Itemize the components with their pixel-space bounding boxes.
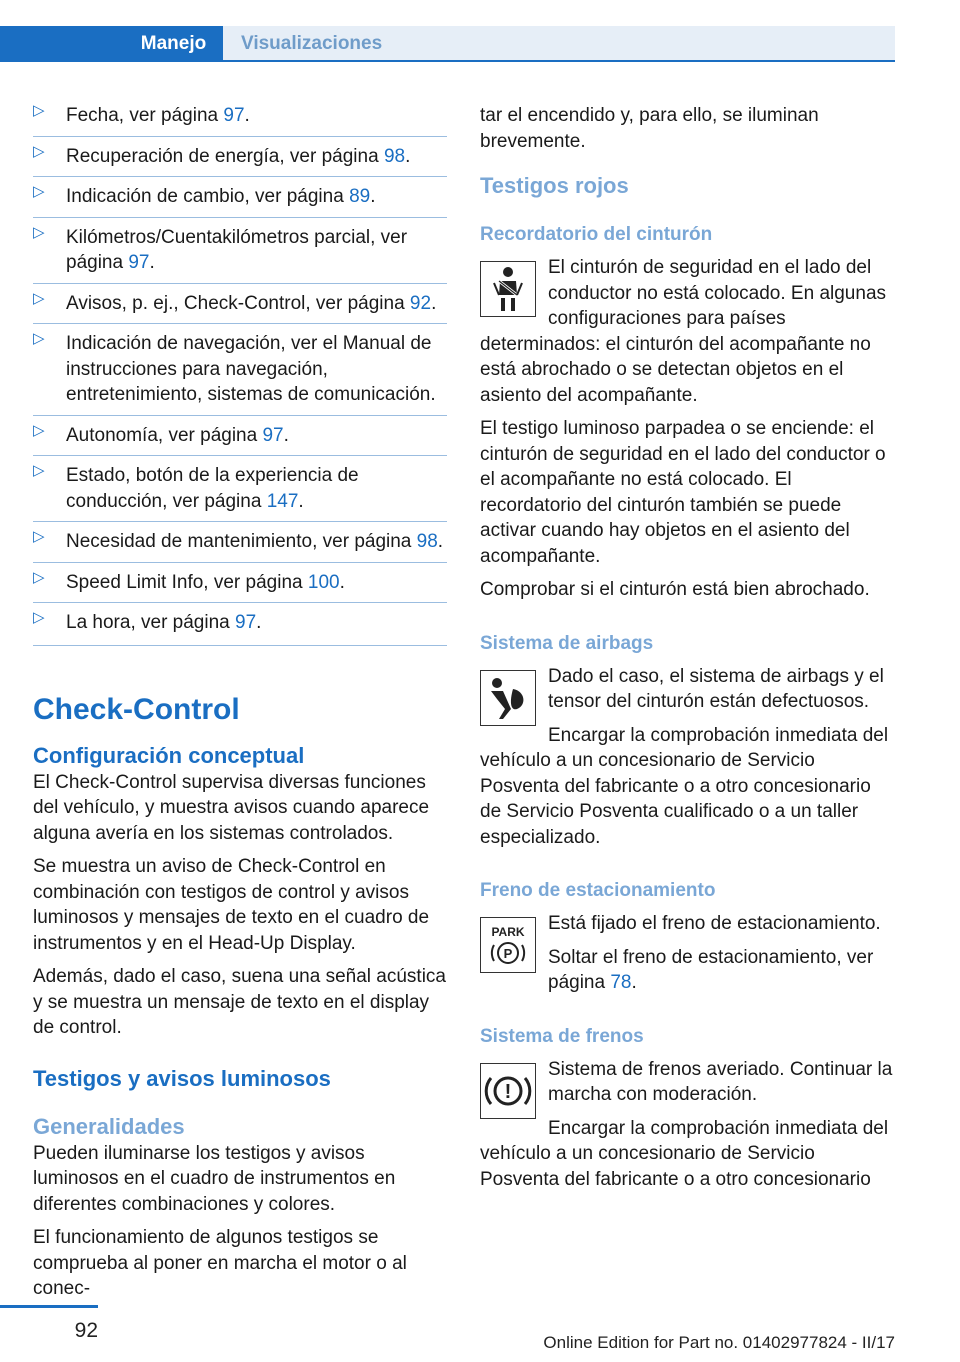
svg-text:!: ! — [504, 1080, 512, 1103]
triangle-bullet-icon: ▷ — [33, 462, 45, 479]
heading-generalidades: Generalidades — [33, 1113, 185, 1139]
heading-testigos: Testigos y avisos luminosos — [33, 1065, 331, 1091]
section-title-check-control: Check-Control — [33, 692, 240, 726]
page-link[interactable]: 100 — [307, 571, 340, 593]
svg-text:PARK: PARK — [491, 925, 525, 939]
list-item: ▷ Fecha, ver página 97. — [33, 96, 447, 129]
indicator-parking-brake — [480, 911, 895, 996]
paragraph: El cinturón de seguridad en el lado del conductor no está colocado. En algunas configuraciones para países determinados: el cinturón del acompañante no está abrochado o se detectan objetos en el asiento del acompañante. — [480, 257, 887, 406]
page-link[interactable]: 92 — [409, 292, 432, 314]
list-item: ▷ La hora, ver página 97. — [33, 602, 447, 636]
indicator-seatbelt — [480, 255, 895, 408]
triangle-bullet-icon: ▷ — [33, 142, 45, 160]
right-column — [480, 103, 895, 1200]
page-link[interactable]: 98 — [383, 145, 406, 167]
triangle-bullet-icon: ▷ — [33, 609, 45, 626]
list-item: ▷ Speed Limit Info, ver página 100. — [33, 562, 447, 596]
list-item: ▷ Indicación de navegación, ver el Manual de instrucciones para navegación, entretenimiento, sistemas de comunicación. — [33, 323, 447, 408]
paragraph: Soltar el freno de estacionamiento, ver página 78. — [548, 946, 874, 993]
paragraph: Sistema de frenos averiado. Continuar la marcha con moderación. — [548, 1058, 893, 1105]
paragraph: Comprobar si el cinturón está bien abrochado. — [480, 579, 870, 600]
seatbelt-warning-icon — [480, 261, 536, 317]
edition-note: Online Edition for Part no. 01402977824 - II/17 — [543, 1333, 895, 1352]
list-item: ▷ Recuperación de energía, ver página 98. — [33, 136, 447, 170]
list-item: ▷ Avisos, p. ej., Check-Control, ver página 92. — [33, 283, 447, 317]
paragraph: El Check-Control supervisa diversas funciones del vehículo, y muestra avisos cuando aparece alguna avería en los sistemas controlados. — [33, 771, 430, 844]
parking-brake-icon — [480, 917, 536, 973]
footer-rule — [0, 1305, 98, 1308]
heading-sistema-airbags: Sistema de airbags — [480, 632, 654, 654]
page-number: 92 — [74, 1319, 98, 1342]
paragraph: Se muestra un aviso de Check-Control en combinación con testigos de control y avisos luminosos y mensajes de texto en el cuadro de instrumentos y en el Head-Up Display. — [33, 856, 430, 954]
heading-configuracion: Configuración conceptual — [33, 742, 305, 768]
paragraph: El testigo luminoso parpadea o se enciende: el cinturón de seguridad en el lado del conductor o el acompañante no está colocado. El recordatorio del cinturón también se puede activar cuando hay objetos en el asiento del acompañante. — [480, 418, 886, 567]
airbag-warning-icon — [480, 670, 536, 726]
paragraph: Dado el caso, el sistema de airbags y el tensor del cinturón están defectuosos. — [548, 665, 884, 712]
triangle-bullet-icon: ▷ — [33, 330, 45, 347]
heading-recordatorio-cinturon: Recordatorio del cinturón — [480, 224, 713, 245]
indicator-airbag — [480, 664, 895, 715]
paragraph: Pueden iluminarse los testigos y avisos luminosos en el cuadro de instrumentos en diferentes combinaciones y colores. — [33, 1142, 396, 1215]
header-tab-visualizaciones[interactable]: Visualizaciones — [223, 26, 895, 61]
triangle-bullet-icon: ▷ — [33, 289, 45, 307]
heading-testigos-rojos: Testigos rojos — [480, 173, 629, 198]
header-tab-manejo[interactable]: Manejo — [124, 26, 223, 61]
paragraph: Además, dado el caso, suena una señal acústica y se muestra un mensaje de texto en el display de control. — [33, 966, 446, 1038]
triangle-bullet-icon: ▷ — [33, 102, 45, 119]
list-item: ▷ Estado, botón de la experiencia de conducción, ver página 147. — [33, 455, 447, 514]
left-column — [33, 96, 447, 1310]
page-link[interactable]: 147 — [266, 490, 299, 512]
list-item: ▷ Kilómetros/Cuentakilómetros parcial, ver página 97. — [33, 217, 447, 276]
paragraph: El funcionamiento de algunos testigos se comprueba al poner en marcha el motor o al conec- — [33, 1227, 407, 1299]
triangle-bullet-icon: ▷ — [33, 183, 45, 200]
header-rule — [0, 60, 895, 62]
header-accent-bar — [0, 26, 124, 61]
list-item: ▷ Autonomía, ver página 97. — [33, 415, 447, 449]
svg-text:P: P — [503, 946, 513, 961]
page-link[interactable]: 98 — [416, 531, 438, 552]
page-link[interactable]: 97 — [262, 424, 284, 446]
list-item: ▷ Indicación de cambio, ver página 89. — [33, 176, 447, 210]
heading-sistema-frenos: Sistema de frenos — [480, 1025, 644, 1047]
paragraph: Está fijado el freno de estacionamiento. — [548, 913, 881, 934]
paragraph: Encargar la comprobación inmediata del vehículo a un concesionario de Servicio Posventa del fabricante o a otro concesionario — [480, 1117, 889, 1190]
display-items-list — [33, 96, 447, 646]
paragraph: tar el encendido y, para ello, se iluminan brevemente. — [480, 105, 819, 152]
page-link[interactable]: 97 — [128, 252, 150, 273]
page-link[interactable]: 97 — [223, 105, 245, 126]
brake-warning-icon — [480, 1063, 536, 1119]
page-link[interactable]: 78 — [610, 972, 632, 993]
triangle-bullet-icon: ▷ — [33, 223, 45, 241]
triangle-bullet-icon: ▷ — [33, 568, 45, 586]
list-item: ▷ Necesidad de mantenimiento, ver página 98. — [33, 521, 447, 555]
triangle-bullet-icon: ▷ — [33, 421, 45, 439]
paragraph: Encargar la comprobación inmediata del vehículo a un concesionario de Servicio Posventa del fabricante o a otro concesionario de Servicio Posventa cualificado o a un taller especializado. — [480, 724, 889, 848]
page-header — [0, 0, 960, 62]
page-link[interactable]: 89 — [349, 186, 371, 207]
triangle-bullet-icon: ▷ — [33, 528, 45, 545]
heading-freno-estacionamiento: Freno de estacionamiento — [480, 880, 716, 901]
indicator-brake-system — [480, 1057, 895, 1108]
page-link[interactable]: 97 — [235, 612, 257, 633]
